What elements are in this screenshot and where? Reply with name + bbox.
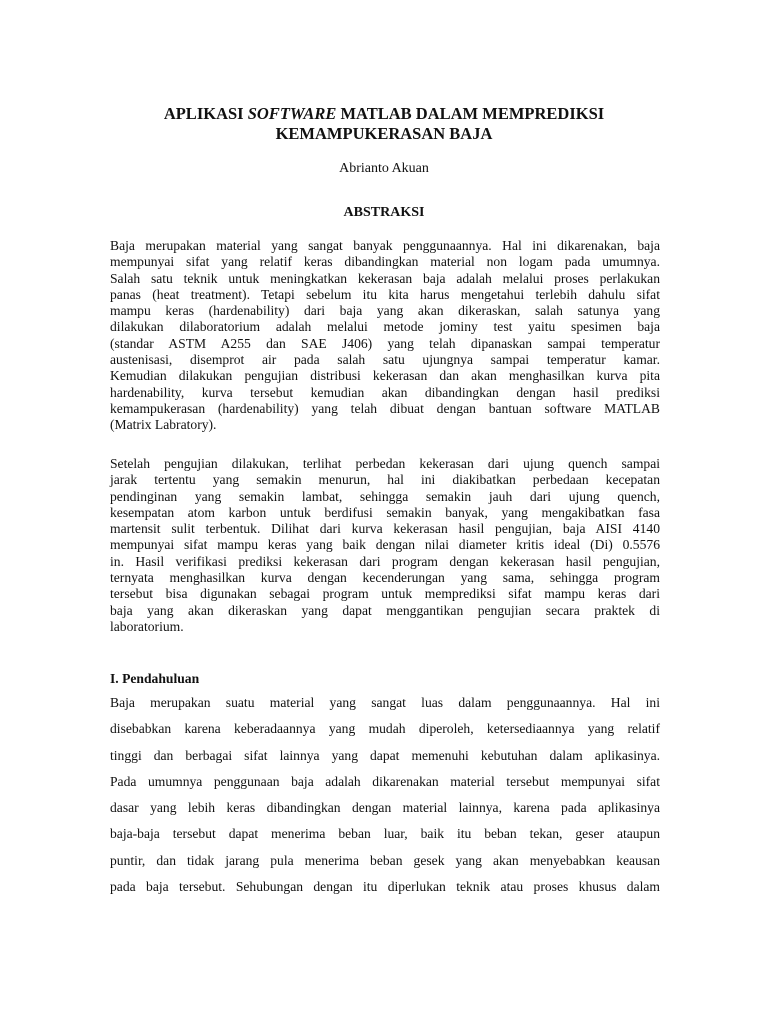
author-name: Abrianto Akuan <box>339 161 429 176</box>
body-line: tinggi dan berbagai sifat lainnya yang dapat memenuhi kebutuhan dalam aplikasinya. <box>110 747 660 763</box>
abstract-line: pendinginan yang semakin lambat, sehingga semakin jauh dari ujung quench, <box>110 488 660 504</box>
body-line: Baja merupakan suatu material yang sangat luas dalam penggunaannya. Hal ini <box>110 695 660 710</box>
abstract-line: mempunyai sifat yang relatif keras dibandingkan material non logam pada umumnya. <box>110 254 660 270</box>
abstract-heading: ABSTRAKSI <box>343 205 425 220</box>
title-italic: SOFTWARE <box>247 104 337 123</box>
abstract-line: kemampukerasan (hardenability) yang telah dibuat dengan bantuan software MATLAB <box>110 400 660 416</box>
body-line: baja-baja tersebut dapat menerima beban luar, baik itu beban tekan, geser ataupun <box>110 826 660 842</box>
paper-title <box>0 104 768 144</box>
title-line-2: KEMAMPUKERASAN BAJA <box>275 124 493 143</box>
abstract-line: Setelah pengujian dilakukan, terlihat perbedan kekerasan dari ujung quench sampai <box>110 456 660 471</box>
abstract-line: jarak tertentu yang semakin menurun, hal ini diakibatkan perbedaan kecepatan <box>110 472 660 488</box>
abstract-line: hardenability, kurva tersebut kemudian akan dibandingkan dengan hasil prediksi <box>110 384 660 400</box>
abstract-line: mempunyai sifat mampu keras yang baik dengan nilai diameter kritis ideal (Di) 0.5576 <box>110 537 660 553</box>
introduction-text <box>110 690 660 900</box>
abstract-line: (Matrix Labratory). <box>110 417 217 433</box>
abstract-line: baja yang akan dikeraskan yang dapat menggantikan pengujian secara praktek di <box>110 602 660 618</box>
body-line: disebabkan karena keberadaannya yang mudah diperoleh, ketersediaannya yang relatif <box>110 721 660 737</box>
abstract-line: tersebut bisa digunakan sebagai program untuk memprediksi sifat mampu keras dari <box>110 586 660 602</box>
abstract-line: ternyata menghasilkan kurva dengan kecenderungan yang sama, sehingga program <box>110 570 660 586</box>
abstract-paragraph-2 <box>110 456 660 635</box>
section-heading: I. Pendahuluan <box>110 671 200 686</box>
body-line: puntir, dan tidak jarang pula menerima beban gesek yang akan menyebabkan keausan <box>110 852 660 868</box>
body-line: Pada umumnya penggunaan baja adalah dikarenakan material tersebut mempunyai sifat <box>110 773 660 789</box>
abstract-line: Salah satu teknik untuk meningkatkan kekerasan baja adalah melalui proses perlakukan <box>110 270 660 286</box>
abstract-line: mampu keras (hardenability) dari baja yang akan dikeraskan, salah satunya yang <box>110 303 660 319</box>
abstract-line: dilakukan dilaboratorium adalah melalui metode jominy test yaitu spesimen baja <box>110 319 660 335</box>
abstract-line: kesempatan atom karbon untuk berdifusi semakin banyak, yang mengakibatkan fasa <box>110 504 660 520</box>
abstract-line: martensit sulit terbentuk. Dilihat dari kurva kekerasan hasil pengujian, baja AISI 4140 <box>110 521 660 537</box>
abstract-line: Kemudian dilakukan pengujian distribusi kekerasan dan akan menghasilkan kurva pita <box>110 368 660 384</box>
title-part-2: MATLAB DALAM MEMPREDIKSI <box>336 104 605 123</box>
abstract-line: panas (heat treatment). Tetapi sebelum itu kita harus mengetahui terlebih dahulu sifat <box>110 286 660 302</box>
abstract-line: austenisasi, disemprot air pada salah satu ujungnya sampai temperatur kamar. <box>110 352 660 368</box>
abstract-line: (standar ASTM A255 dan SAE J406) yang telah dipanaskan sampai temperatur <box>110 335 660 351</box>
title-part-1: APLIKASI <box>163 104 248 123</box>
abstract-line: in. Hasil verifikasi prediksi kekerasan dari program dengan kekerasan hasil pengujian, <box>110 553 660 569</box>
abstract-line: laboratorium. <box>110 618 184 634</box>
abstract-line: Baja merupakan material yang sangat banyak penggunaannya. Hal ini dikarenakan, baja <box>110 238 660 253</box>
abstract-paragraph-1 <box>110 238 660 434</box>
body-line: dasar yang lebih keras dibandingkan dengan material lainnya, karena pada aplikasinya <box>110 800 660 816</box>
body-line: pada baja tersebut. Sehubungan dengan itu diperlukan teknik atau proses khusus dalam <box>110 879 660 895</box>
